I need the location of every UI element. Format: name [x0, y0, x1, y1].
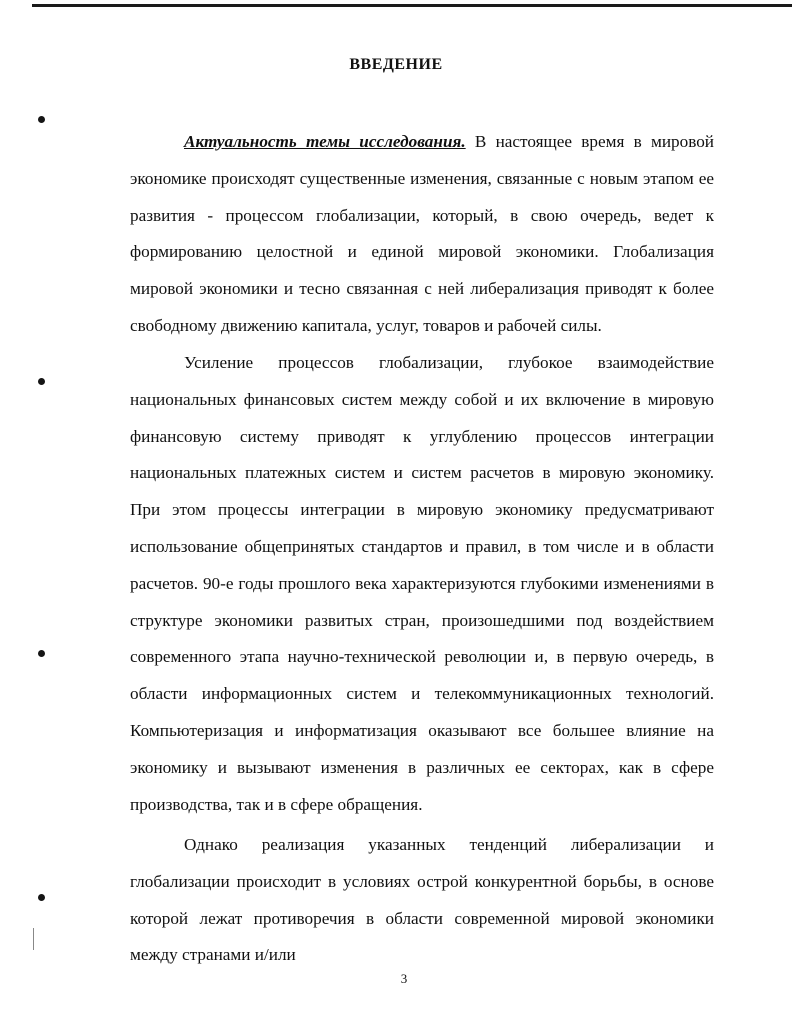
- scan-top-edge: [32, 4, 792, 7]
- punch-hole-mark: [38, 378, 45, 385]
- page-title: ВВЕДЕНИЕ: [349, 56, 443, 73]
- paragraph-relevance: [130, 124, 714, 345]
- paragraph-lead: Актуальность темы исследования.: [184, 132, 466, 151]
- paragraph-text: Усиление процессов глобализации, глубокое взаимодействие национальных финансовых систем между собой и их включение в мировую финансовую систему приводят к углублению процессов интеграции национальных платежных систем и систем расчетов в мировую экономику. При этом процессы интеграции в мировую экономику предусматривают использование общепринятых стандартов и правил, в том числе и в области расчетов. 90-е годы прошлого века характеризуются глубокими изменениями в структуре экономики развитых стран, произошедшими под воздействием современного этапа научно-технической революции и, в первую очередь, в области информационных систем и телекоммуникационных технологий. Компьютеризация и информатизация оказывают все большее влияние на экономику и вызывают изменения в различных ее секторах, как в сфере производства, так и в сфере обращения.: [130, 353, 714, 814]
- paragraph-competition: [130, 827, 714, 974]
- punch-hole-mark: [38, 116, 45, 123]
- punch-hole-mark: [38, 894, 45, 901]
- paragraph-text: В настоящее время в мировой экономике происходят существенные изменения, связанные с новым этапом ее развития - процессом глобализации, который, в свою очередь, ведет к формированию целостной и единой мировой экономики. Глобализация мировой экономики и тесно связанная с ней либерализация приводят к более свободному движению капитала, услуг, товаров и рабочей силы.: [130, 132, 714, 335]
- scan-speck: [33, 928, 34, 950]
- punch-hole-mark: [38, 650, 45, 657]
- paragraph-text: Однако реализация указанных тенденций либерализации и глобализации происходит в условиях острой конкурентной борьбы, в основе которой лежат противоречия в области современной мировой экономики между странами и/или: [130, 835, 714, 965]
- paragraph-integration: [130, 345, 714, 823]
- page-number: 3: [400, 971, 408, 986]
